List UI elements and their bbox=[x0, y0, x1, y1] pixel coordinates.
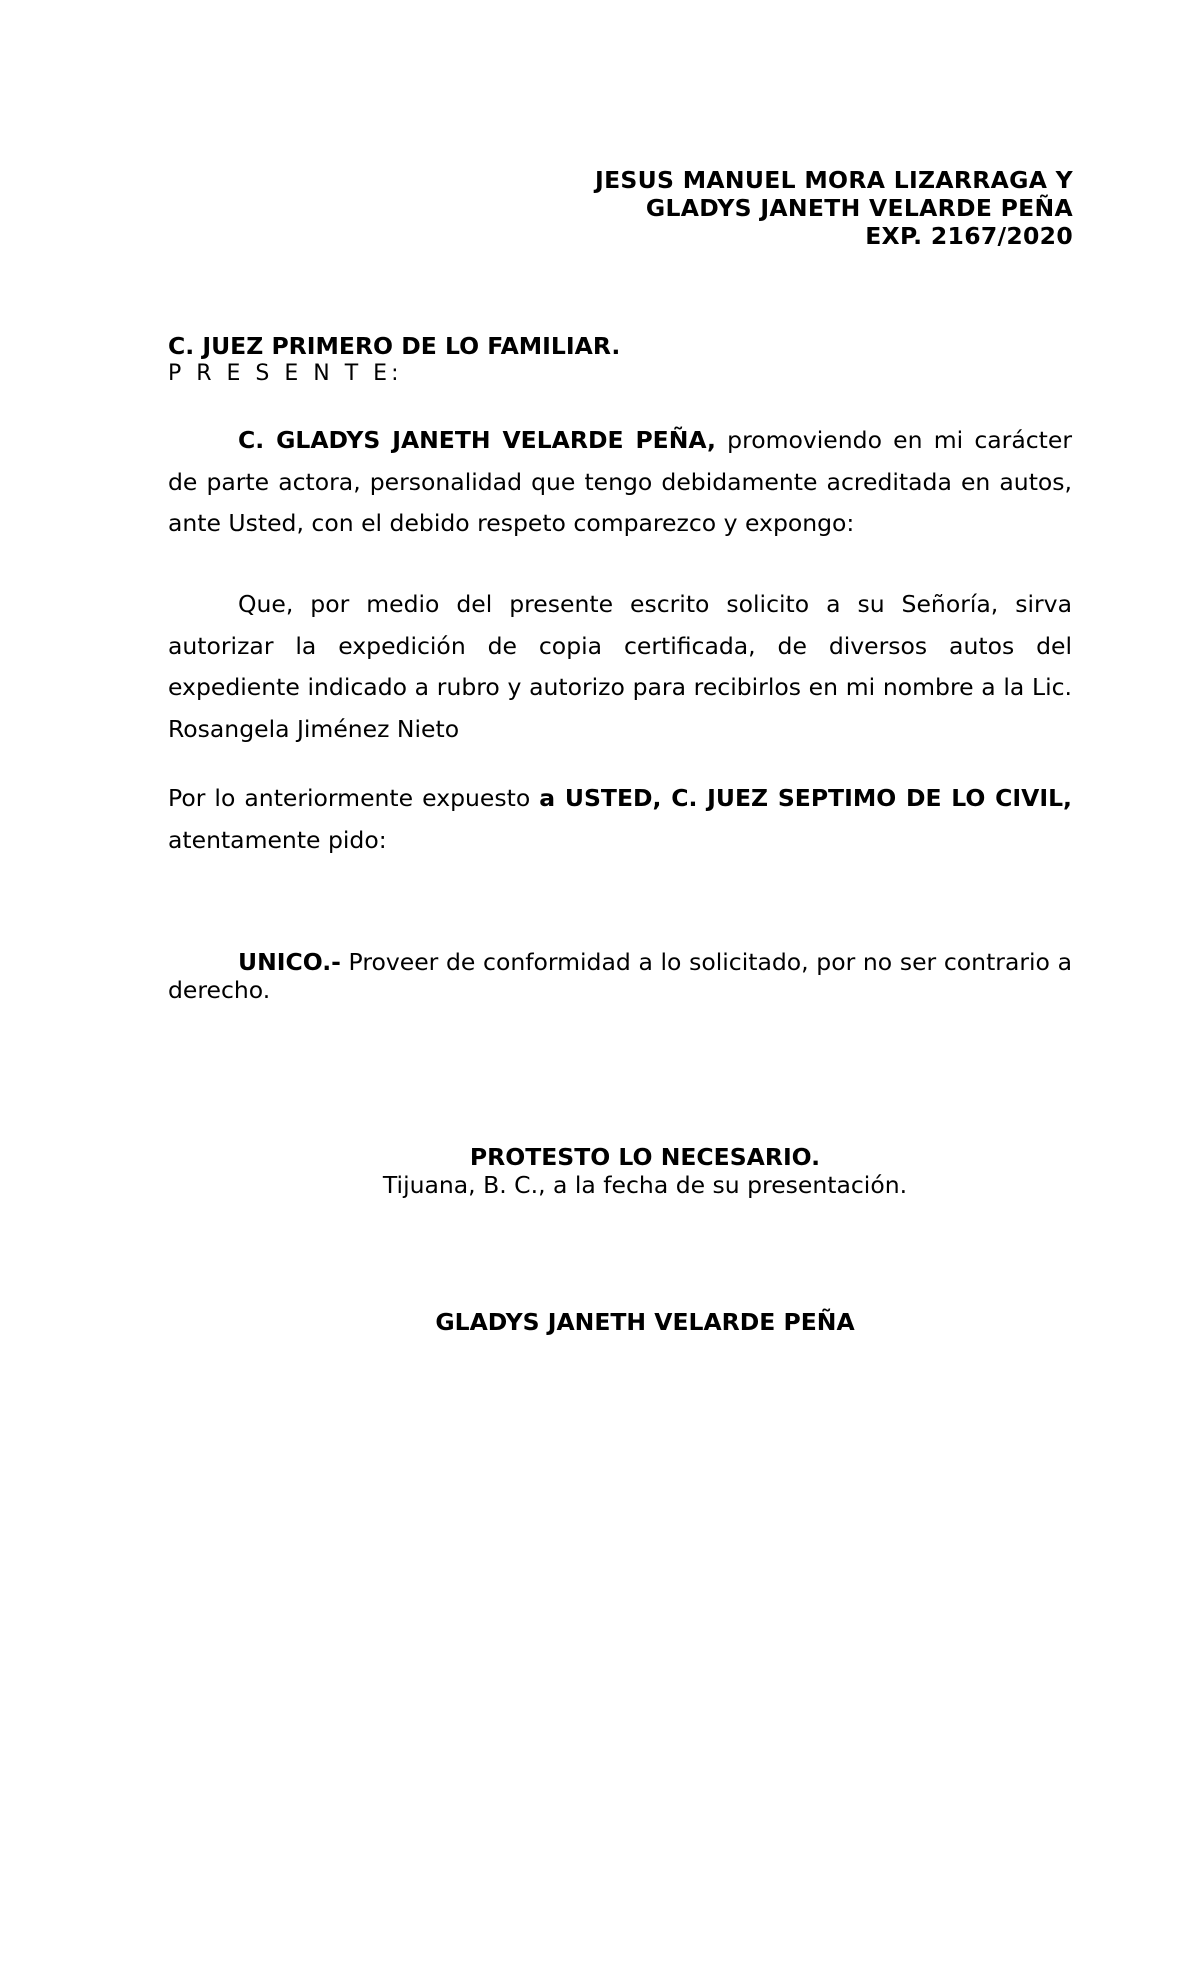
closing-block bbox=[0, 1143, 1200, 1199]
addressee-judge: C. JUEZ PRIMERO DE LO FAMILIAR. bbox=[168, 332, 621, 360]
signature-block bbox=[0, 1308, 1200, 1336]
case-header bbox=[595, 166, 1073, 250]
header-parties-line-1: JESUS MANUEL MORA LIZARRAGA Y bbox=[595, 166, 1073, 194]
header-case-number: EXP. 2167/2020 bbox=[865, 222, 1073, 250]
paragraph-petition bbox=[168, 778, 1072, 861]
place-date-line: Tijuana, B. C., a la fecha de su presentación. bbox=[382, 1171, 908, 1199]
addressee-presente: P R E S E N T E: bbox=[168, 361, 403, 386]
paragraph-introduction bbox=[168, 420, 1072, 545]
signature-name: GLADYS JANETH VELARDE PEÑA bbox=[435, 1308, 855, 1336]
petition-tail: atentamente pido: bbox=[168, 825, 387, 854]
addressee-block bbox=[168, 332, 620, 388]
introduction-text: promoviendo en mi carácter de parte actora, personalidad que tengo debidamente acreditada en autos, ante Usted, con el debido respeto comparezco y expongo: bbox=[168, 426, 1072, 537]
petitioner-name: C. GLADYS JANETH VELARDE PEÑA, bbox=[238, 426, 716, 454]
header-parties-line-2: GLADYS JANETH VELARDE PEÑA bbox=[645, 194, 1073, 222]
unico-label: UNICO.- bbox=[238, 948, 341, 976]
petition-judge: a USTED, C. JUEZ SEPTIMO DE LO CIVIL, bbox=[539, 784, 1072, 812]
paragraph-request bbox=[168, 584, 1072, 750]
paragraph-unico bbox=[168, 948, 1072, 1004]
protesto-line: PROTESTO LO NECESARIO. bbox=[469, 1143, 821, 1171]
petition-lead: Por lo anteriormente expuesto bbox=[168, 784, 540, 812]
unico-text: Proveer de conformidad a lo solicitado, por no ser contrario a derecho. bbox=[168, 948, 1072, 1004]
request-text: Que, por medio del presente escrito solicito a su Señoría, sirva autorizar la expedición de copia certificada, de diversos autos del expediente indicado a rubro y autorizo para recibirlos en mi nombre a la Lic. Rosangela Jiménez Nieto bbox=[168, 590, 1072, 743]
